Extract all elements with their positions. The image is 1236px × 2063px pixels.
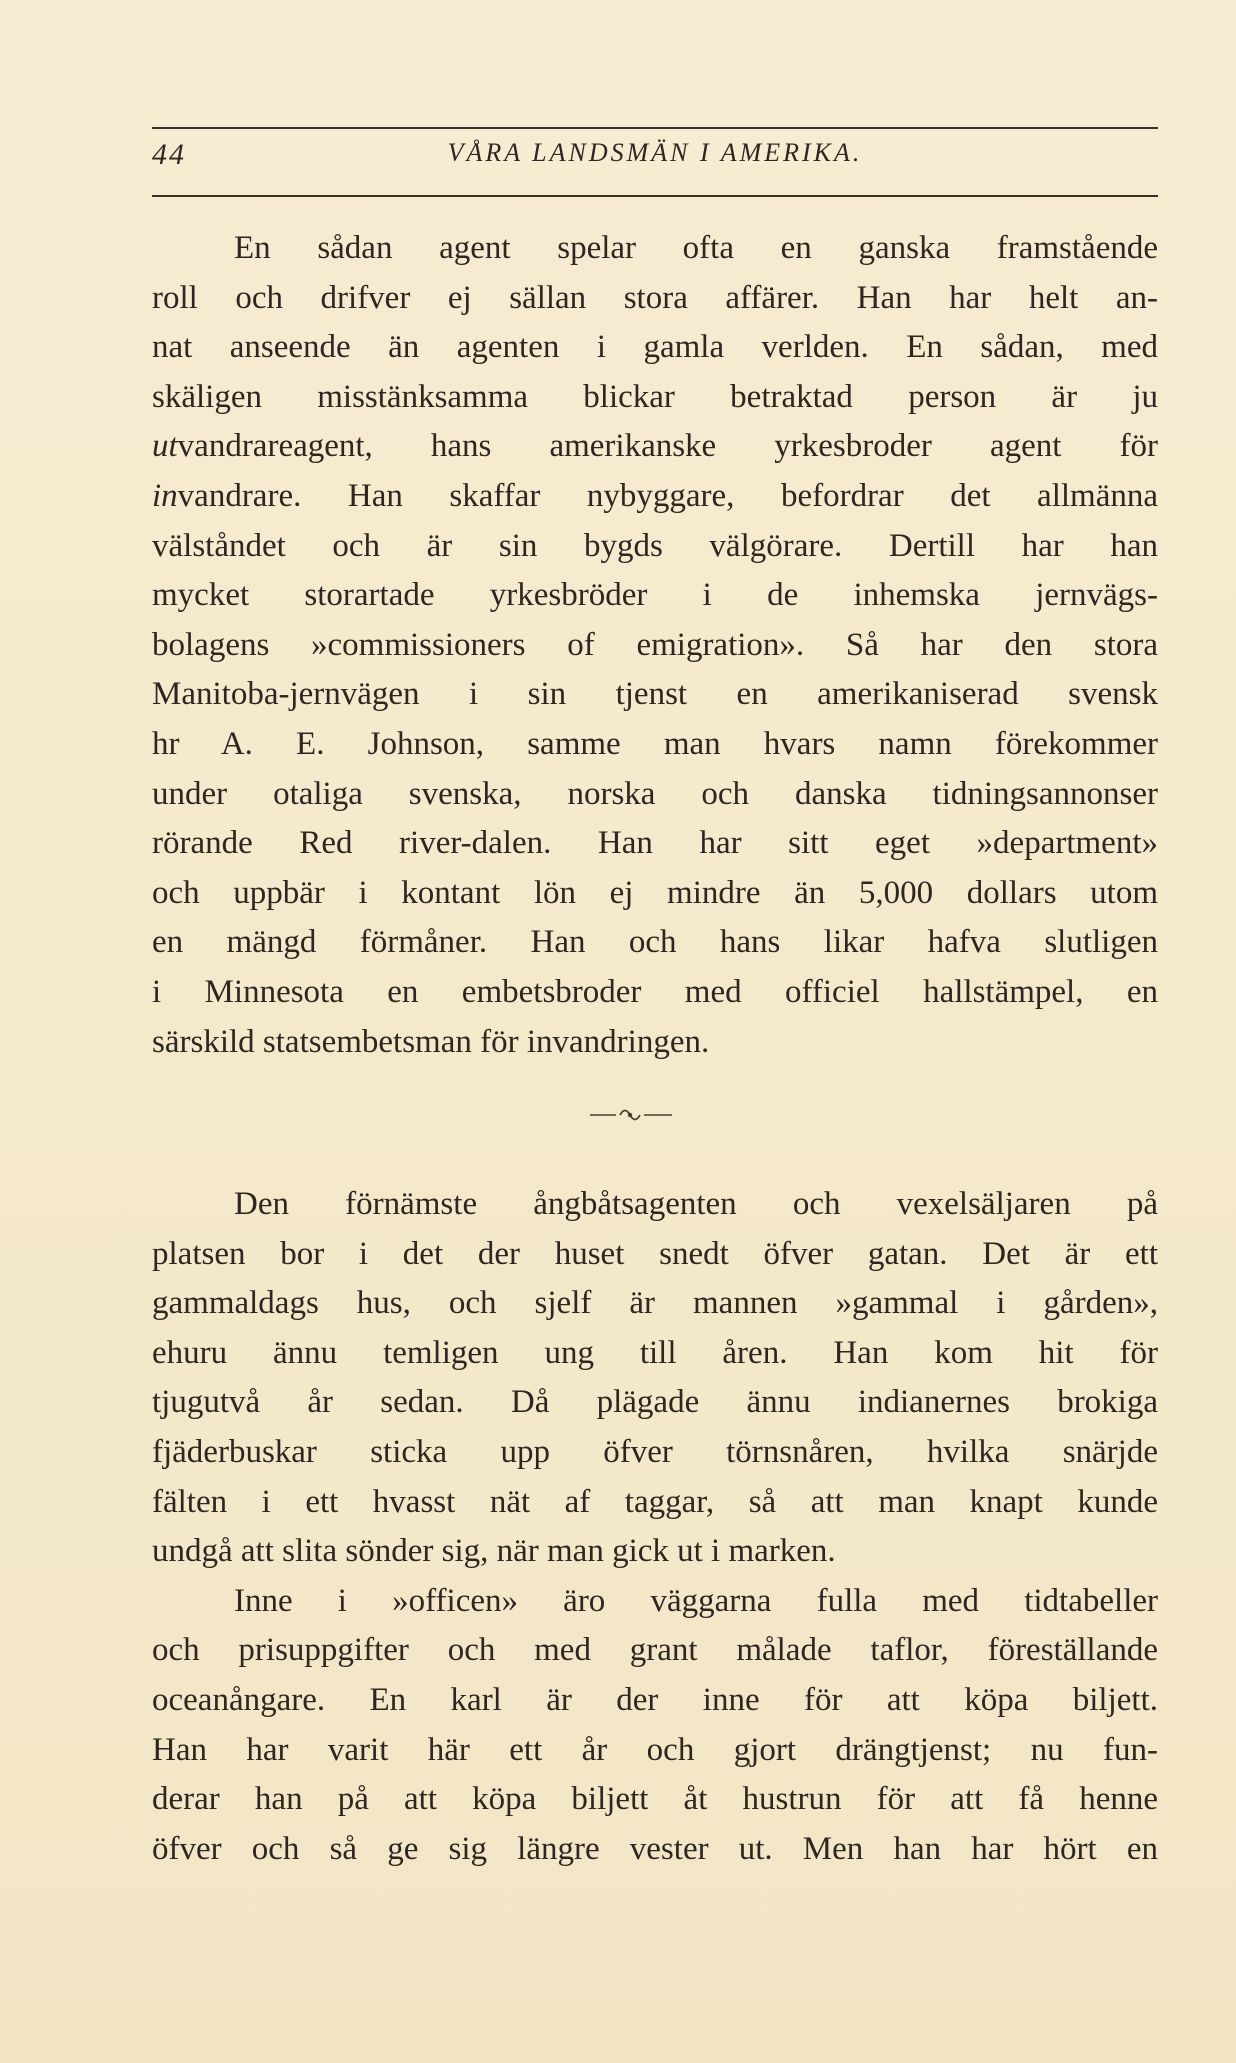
header-bottom-rule — [152, 195, 1158, 197]
text-line: en mängd förmåner. Han och hans likar hafva slutligen — [152, 924, 1158, 961]
text-line: En sådan agent spelar ofta en ganska framstående — [234, 230, 1158, 266]
text-line: derar han på att köpa biljett åt hustrun för att få henne — [152, 1781, 1158, 1818]
text-line: tjugutvå år sedan. Då plägade ännu indianernes brokiga — [152, 1384, 1158, 1421]
text-line: utvandrareagent, hans amerikanske yrkesbroder agent för — [152, 428, 1158, 465]
text-line: mycket storartade yrkesbröder i de inhemska jernvägs- — [152, 577, 1158, 614]
text-line: fälten i ett hvasst nät af taggar, så att man knapt kunde — [152, 1483, 1158, 1520]
header-top-rule — [152, 127, 1158, 129]
text-line: rörande Red river-dalen. Han har sitt eget »department» — [152, 825, 1158, 862]
text-line: platsen bor i det der huset snedt öfver gatan. Det är ett — [152, 1235, 1158, 1272]
running-title: VÅRA LANDSMÄN I AMERIKA. — [447, 138, 863, 167]
text-line: särskild statsembetsman för invandringen. — [152, 1023, 710, 1060]
text-line: öfver och så ge sig längre vester ut. Men han har hört en — [152, 1830, 1158, 1867]
text-line: gammaldags hus, och sjelf är mannen »gammal i gården», — [152, 1285, 1158, 1322]
text-line: under otaliga svenska, norska och danska tidningsannonser — [152, 775, 1158, 812]
italic-prefix: ut — [152, 428, 178, 465]
text-line: bolagens »commissioners of emigration». Så har den stora — [152, 626, 1158, 663]
text-line: och uppbär i kontant lön ej mindre än 5,000 dollars utom — [152, 874, 1158, 911]
text-line: välståndet och är sin bygds välgörare. Dertill har han — [152, 527, 1158, 564]
italic-prefix: in — [152, 477, 178, 514]
page-header — [152, 138, 1158, 186]
section-divider-ornament-icon — [586, 1100, 676, 1130]
paragraph-1 — [152, 224, 1158, 1067]
text-line: undgå att slita sönder sig, när man gick ut i marken. — [152, 1533, 836, 1570]
text-line: Han har varit här ett år och gjort drängtjenst; nu fun- — [152, 1731, 1158, 1768]
text-line: i Minnesota en embetsbroder med officiel hallstämpel, en — [152, 973, 1158, 1010]
text-line: invandrare. Han skaffar nybyggare, befordrar det allmänna — [152, 477, 1158, 514]
text-line: Inne i »officen» äro väggarna fulla med tidtabeller — [234, 1582, 1158, 1619]
text-line: Manitoba-jernvägen i sin tjenst en amerikaniserad svensk — [152, 676, 1158, 713]
text-line: ehuru ännu temligen ung till åren. Han kom hit för — [152, 1334, 1158, 1371]
text-line: skäligen misstänksamma blickar betraktad person är ju — [152, 378, 1158, 415]
text-line: fjäderbuskar sticka upp öfver törnsnåren, hvilka snärjde — [152, 1433, 1158, 1470]
text-line: Den förnämste ångbåtsagenten och vexelsäljaren på — [234, 1186, 1158, 1222]
text-line: hr A. E. Johnson, samme man hvars namn förekommer — [152, 725, 1158, 762]
text-line: och prisuppgifter och med grant målade taflor, föreställande — [152, 1632, 1158, 1669]
page-number: 44 — [152, 138, 186, 171]
text-line: oceanångare. En karl är der inne för att köpa biljett. — [152, 1681, 1158, 1718]
text-line: roll och drifver ej sällan stora affärer. Han har helt an- — [152, 279, 1158, 316]
text-line: nat anseende än agenten i gamla verlden. En sådan, med — [152, 329, 1158, 366]
paragraph-2-and-3 — [152, 1180, 1158, 1874]
